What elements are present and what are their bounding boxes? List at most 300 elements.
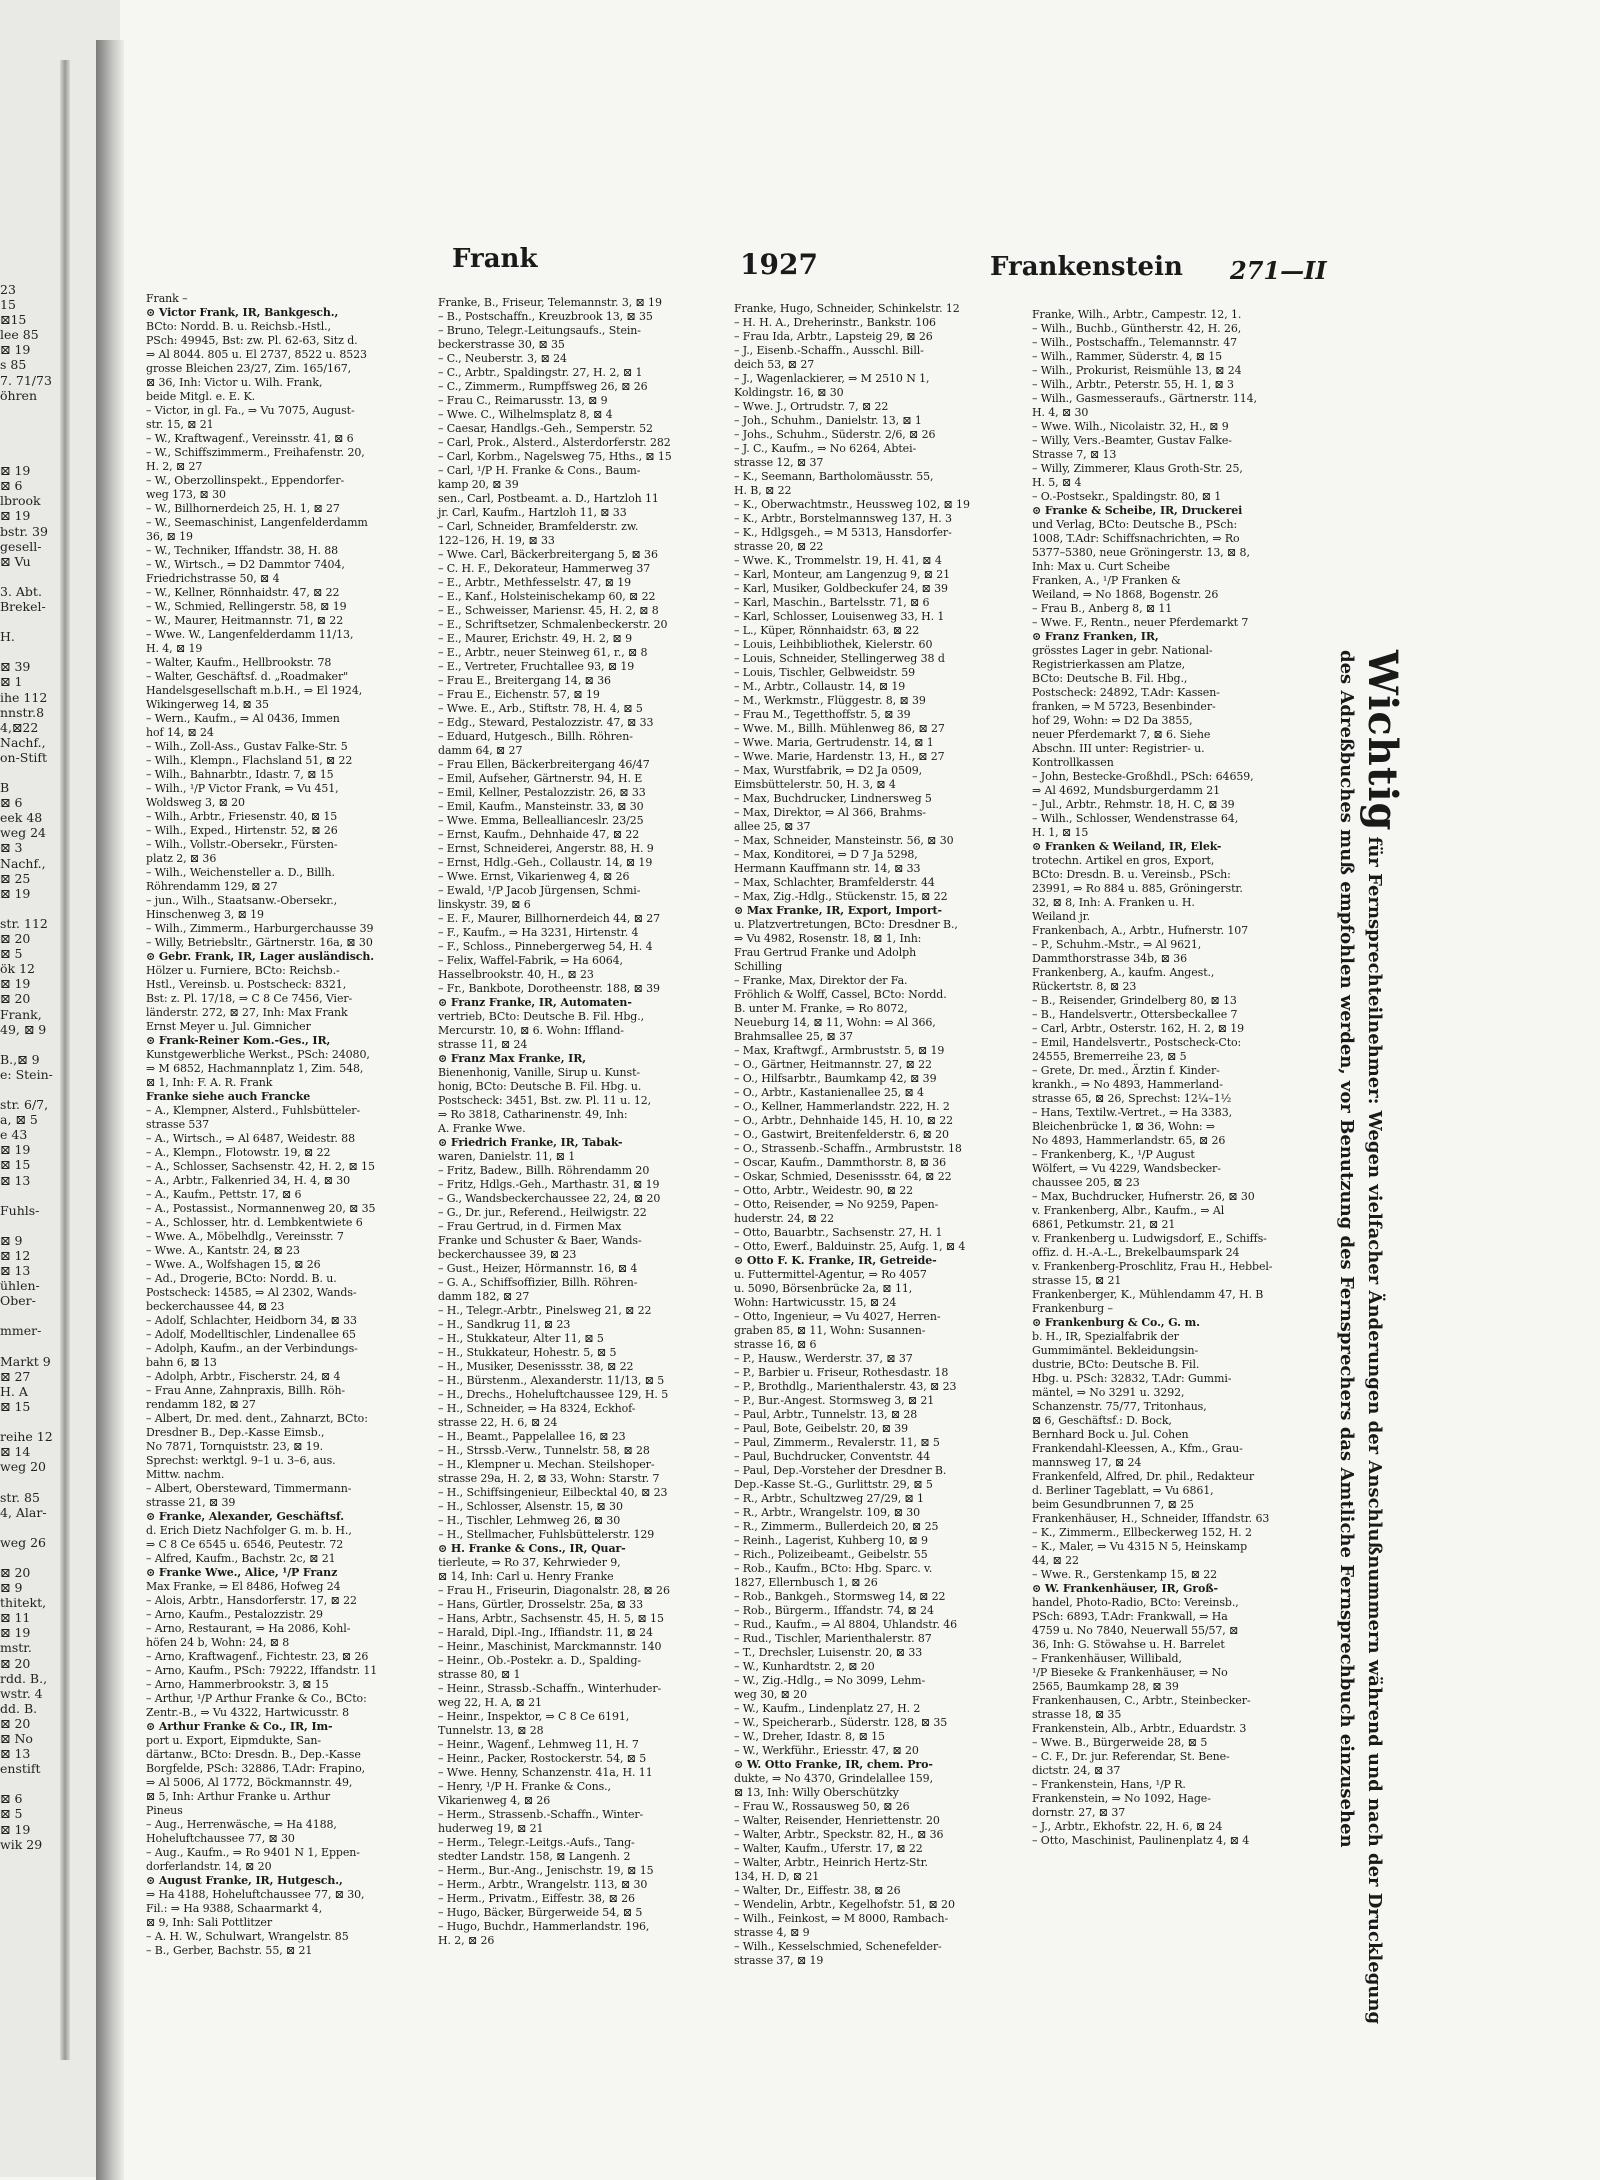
directory-entry: v. Frankenberg u. Ludwigsdorf, E., Schiffs- xyxy=(1032,1232,1267,1245)
directory-entry: – Max, Konditorei, ⇒ D 7 Ja 5298, xyxy=(734,848,918,861)
header-left-keyword: Frank xyxy=(452,244,538,274)
directory-entry: – K., Arbtr., Borstelmannsweg 137, H. 3 xyxy=(734,512,952,525)
directory-page xyxy=(126,190,1406,2025)
directory-entry: Mercurstr. 10, ⊠ 6. Wohn: Iffland- xyxy=(438,1024,624,1037)
directory-entry: – A., Klempn., Flotowstr. 19, ⊠ 22 xyxy=(146,1146,331,1159)
directory-entry: – Hugo, Bäcker, Bürgerweide 54, ⊠ 5 xyxy=(438,1906,643,1919)
directory-entry: Ernst Meyer u. Jul. Gimnicher xyxy=(146,1020,311,1033)
directory-entry: Inh: Max u. Curt Scheibe xyxy=(1032,560,1170,573)
directory-entry: – Bruno, Telegr.-Leitungsaufs., Stein- xyxy=(438,324,641,337)
prev-page-fragment xyxy=(0,403,56,418)
prev-page-fragment: lbrook xyxy=(0,493,41,509)
directory-entry: deich 53, ⊠ 27 xyxy=(734,358,815,371)
directory-entry: – Wwe. Emma, Belleallianceslr. 23/25 xyxy=(438,814,644,827)
directory-entry: – Louis, Leihbibliothek, Kielerstr. 60 xyxy=(734,638,933,651)
directory-entry: ⊙ Franke Wwe., Alice, ¹/P Franz xyxy=(146,1566,338,1579)
directory-entry: ⊙ Frankenburg & Co., G. m. xyxy=(1032,1316,1200,1329)
prev-page-fragment xyxy=(0,418,56,433)
prev-page-fragment: ⊠ 19 xyxy=(0,1821,31,1837)
directory-entry: – Hans, Gürtler, Drosselstr. 25a, ⊠ 33 xyxy=(438,1598,644,1611)
directory-entry: No 4893, Hammerlandstr. 65, ⊠ 26 xyxy=(1032,1134,1226,1147)
directory-entry: – Otto, Reisender, ⇒ No 9259, Papen- xyxy=(734,1198,939,1211)
directory-entry: – Rob., Bankgeh., Stormsweg 14, ⊠ 22 xyxy=(734,1590,946,1603)
directory-entry: – Karl, Schlosser, Louisenweg 33, H. 1 xyxy=(734,610,945,623)
directory-entry: Bernhard Bock u. Jul. Cohen xyxy=(1032,1428,1189,1441)
prev-page-fragment xyxy=(0,1414,56,1429)
directory-entry: weg 30, ⊠ 20 xyxy=(734,1688,807,1701)
directory-entry: dorferlandstr. 14, ⊠ 20 xyxy=(146,1860,272,1873)
directory-entry: Schanzenstr. 75/77, Tritonhaus, xyxy=(1032,1400,1207,1413)
directory-entry: – Otto, Maschinist, Paulinenplatz 4, ⊠ 4 xyxy=(1032,1834,1250,1847)
prev-page-fragment: ⊠ 19 xyxy=(0,885,31,901)
directory-entry: – H., Stukkateur, Hohestr. 5, ⊠ 5 xyxy=(438,1346,617,1359)
directory-entry: Franken, A., ¹/P Franken & xyxy=(1032,574,1181,587)
directory-entry: – Frau E., Eichenstr. 57, ⊠ 19 xyxy=(438,688,600,701)
prev-page-fragment xyxy=(0,1520,56,1535)
directory-entry: – K., Maler, ⇒ Vu 4315 N 5, Heinskamp xyxy=(1032,1540,1248,1553)
directory-entry: – A., Postassist., Normannenweg 20, ⊠ 35 xyxy=(146,1202,376,1215)
prev-page-fragment: ⊠ 5 xyxy=(0,946,23,962)
directory-entry: – Adolph, Kaufm., an der Verbindungs- xyxy=(146,1342,358,1355)
directory-entry: – Frau W., Rossausweg 50, ⊠ 26 xyxy=(734,1800,910,1813)
directory-entry: – Frau C., Reimarusstr. 13, ⊠ 9 xyxy=(438,394,608,407)
prev-page-fragment: str. 85 xyxy=(0,1489,40,1505)
directory-entry: ⇒ Ha 4188, Hoheluftchaussee 77, ⊠ 30, xyxy=(146,1888,365,1901)
directory-entry: Franke, B., Friseur, Telemannstr. 3, ⊠ 19 xyxy=(438,296,662,309)
directory-entry: – L., Küper, Rönnhaidstr. 63, ⊠ 22 xyxy=(734,624,920,637)
directory-entry: – Reinh., Lagerist, Kuhberg 10, ⊠ 9 xyxy=(734,1534,928,1547)
prev-page-fragment: ⊠ No xyxy=(0,1731,33,1746)
directory-entry: – O., Hilfsarbtr., Baumkamp 42, ⊠ 39 xyxy=(734,1072,937,1085)
directory-entry: – Ernst, Kaufm., Dehnhaide 47, ⊠ 22 xyxy=(438,828,640,841)
directory-entry: Weiland, ⇒ No 1868, Bogenstr. 26 xyxy=(1032,588,1219,601)
directory-entry: Borgfelde, PSch: 32886, T.Adr: Frapino, xyxy=(146,1762,365,1775)
page-fold-shadow xyxy=(60,60,70,2060)
directory-entry: platz 2, ⊠ 36 xyxy=(146,852,217,865)
directory-entry: H. 4, ⊠ 30 xyxy=(1032,406,1089,419)
prev-page-fragment: ⊠ 20 xyxy=(0,1655,31,1671)
directory-entry: strasse 537 xyxy=(146,1118,210,1131)
prev-page-fragment: wstr. 4 xyxy=(0,1685,43,1701)
prev-page-fragment: ⊠ 9 xyxy=(0,1232,23,1248)
directory-entry: – Walter, Geschäftsf. d. „Roadmaker" xyxy=(146,670,349,683)
directory-entry: – Albert, Obersteward, Timmermann- xyxy=(146,1482,352,1495)
directory-entry: allee 25, ⊠ 37 xyxy=(734,820,811,833)
directory-entry: Frankenfeld, Alfred, Dr. phil., Redakteur xyxy=(1032,1470,1255,1483)
directory-entry: – Frau E., Breitergang 14, ⊠ 36 xyxy=(438,674,611,687)
prev-page-fragment: ⊠ 19 xyxy=(0,1142,31,1158)
prev-page-fragment: Fuhls- xyxy=(0,1202,40,1218)
directory-entry: – Wwe. A., Kantstr. 24, ⊠ 23 xyxy=(146,1244,300,1257)
directory-entry: – O.-Postsekr., Spaldingstr. 80, ⊠ 1 xyxy=(1032,490,1222,503)
directory-entry: – Emil, Kaufm., Mansteinstr. 33, ⊠ 30 xyxy=(438,800,644,813)
directory-entry: – Wilh., Vollstr.-Obersekr., Fürsten- xyxy=(146,838,338,851)
directory-entry: Sprechst: werktgl. 9–1 u. 3–6, aus. xyxy=(146,1454,336,1467)
prev-page-fragment: str. 112 xyxy=(0,915,48,931)
directory-entry: – Ewald, ¹/P Jacob Jürgensen, Schmi- xyxy=(438,884,641,897)
directory-entry: – Max, Zig.-Hdlg., Stückenstr. 15, ⊠ 22 xyxy=(734,890,948,903)
directory-entry: – K., Oberwachtmstr., Heussweg 102, ⊠ 19 xyxy=(734,498,970,511)
prev-page-fragment: Frank, xyxy=(0,1006,42,1022)
prev-page-fragment: Markt 9 xyxy=(0,1353,51,1369)
directory-entry: – Rob., Bürgerm., Iffandstr. 74, ⊠ 24 xyxy=(734,1604,934,1617)
directory-entry: ⊙ Otto F. K. Franke, IR, Getreide- xyxy=(734,1254,937,1267)
directory-entry: ⊙ Franke, Alexander, Geschäftsf. xyxy=(146,1510,344,1523)
directory-entry: – W., Kraftwagenf., Vereinsstr. 41, ⊠ 6 xyxy=(146,432,354,445)
directory-entry: u. Futtermittel-Agentur, ⇒ Ro 4057 xyxy=(734,1268,927,1281)
directory-entry: – Johs., Schuhm., Süderstr. 2/6, ⊠ 26 xyxy=(734,428,936,441)
directory-entry: grösstes Lager in gebr. National- xyxy=(1032,644,1213,657)
directory-entry: – Otto, Ingenieur, ⇒ Vu 4027, Herren- xyxy=(734,1310,941,1323)
directory-entry: – Wwe. A., Wolfshagen 15, ⊠ 26 xyxy=(146,1258,321,1271)
directory-entry: Gummimäntel. Bekleidungsin- xyxy=(1032,1344,1199,1357)
directory-entry: – J., Eisenb.-Schaffn., Ausschl. Bill- xyxy=(734,344,924,357)
directory-entry: – Fr., Bankbote, Dorotheenstr. 188, ⊠ 39 xyxy=(438,982,660,995)
directory-entry: – Victor, in gl. Fa., ⇒ Vu 7075, August- xyxy=(146,404,355,417)
directory-entry: – B., Gerber, Bachstr. 55, ⊠ 21 xyxy=(146,1944,313,1957)
directory-entry: – H., Beamt., Pappelallee 16, ⊠ 23 xyxy=(438,1430,626,1443)
directory-entry: – Carl, ¹/P H. Franke & Cons., Baum- xyxy=(438,464,641,477)
prev-page-fragment: e: Stein- xyxy=(0,1066,53,1082)
prev-page-fragment: ⊠ 6 xyxy=(0,1791,23,1807)
directory-entry: – Wwe. E., Arb., Stiftstr. 78, H. 4, ⊠ 5 xyxy=(438,702,643,715)
directory-entry: strasse 80, ⊠ 1 xyxy=(438,1668,521,1681)
directory-entry: – Paul, Dep.-Vorsteher der Dresdner B. xyxy=(734,1464,947,1477)
directory-entry: – Adolf, Modelltischler, Lindenallee 65 xyxy=(146,1328,356,1341)
directory-entry: – Emil, Handelsvertr., Postscheck-Cto: xyxy=(1032,1036,1242,1049)
directory-entry: – Heinr., Wagenf., Lehmweg 11, H. 7 xyxy=(438,1738,639,1751)
directory-entry: – Frankenberg, K., ¹/P August xyxy=(1032,1148,1195,1161)
directory-entry: Registrierkassen am Platze, xyxy=(1032,658,1186,671)
directory-entry: dornstr. 27, ⊠ 37 xyxy=(1032,1806,1126,1819)
directory-entry: – Rud., Tischler, Marienthalerstr. 87 xyxy=(734,1632,932,1645)
directory-entry: – Otto, Arbtr., Weidestr. 90, ⊠ 22 xyxy=(734,1184,914,1197)
directory-entry: – C. F., Dr. jur. Referendar, St. Bene- xyxy=(1032,1750,1230,1763)
directory-entry: A. Franke Wwe. xyxy=(438,1122,526,1135)
directory-entry: därtanw., BCto: Dresdn. B., Dep.-Kasse xyxy=(146,1748,361,1761)
directory-entry: – Wilh., Prokurist, Reismühle 13, ⊠ 24 xyxy=(1032,364,1242,377)
directory-entry: – jun., Wilh., Staatsanw.-Obersekr., xyxy=(146,894,337,907)
directory-entry: strasse 29a, H. 2, ⊠ 33, Wohn: Starstr. 7 xyxy=(438,1472,660,1485)
directory-entry: strasse 22, H. 6, ⊠ 24 xyxy=(438,1416,558,1429)
prev-page-fragment: ⊠ 12 xyxy=(0,1248,31,1263)
directory-entry: weg 22, H. A, ⊠ 21 xyxy=(438,1696,542,1709)
directory-entry: länderstr. 272, ⊠ 27, Inh: Max Frank xyxy=(146,1006,348,1019)
directory-entry: – Frau Ida, Arbtr., Lapsteig 29, ⊠ 26 xyxy=(734,330,933,343)
directory-entry: Handelsgesellschaft m.b.H., ⇒ El 1924, xyxy=(146,684,363,697)
directory-entry: – Arno, Kraftwagenf., Fichtestr. 23, ⊠ 26 xyxy=(146,1650,369,1663)
directory-entry: – C., Zimmerm., Rumpffsweg 26, ⊠ 26 xyxy=(438,380,648,393)
directory-entry: – W., Maurer, Heitmannstr. 71, ⊠ 22 xyxy=(146,614,344,627)
directory-entry: – Walter, Arbtr., Heinrich Hertz-Str. xyxy=(734,1856,928,1869)
directory-entry: – W., Schmied, Rellingerstr. 58, ⊠ 19 xyxy=(146,600,347,613)
prev-page-fragment xyxy=(0,644,56,659)
directory-entry: – P., Schuhm.-Mstr., ⇒ Al 9621, xyxy=(1032,938,1202,951)
directory-entry: Brahmsallee 25, ⊠ 37 xyxy=(734,1030,853,1043)
prev-page-fragment: 49, ⊠ 9 xyxy=(0,1021,47,1037)
directory-entry: handel, Photo-Radio, BCto: Vereinsb., xyxy=(1032,1596,1239,1609)
directory-entry: ⊠ 5, Inh: Arthur Franke u. Arthur xyxy=(146,1790,331,1803)
directory-entry: – Franke, Max, Direktor der Fa. xyxy=(734,974,908,987)
prev-page-fragment xyxy=(0,1082,56,1097)
directory-entry: d. Berliner Tageblatt, ⇒ Vu 6861, xyxy=(1032,1484,1214,1497)
prev-page-fragment: str. 6/7, xyxy=(0,1097,49,1113)
prev-page-fragment: 15 xyxy=(0,297,16,313)
directory-entry: beide Mitgl. e. E. K. xyxy=(146,390,256,403)
directory-entry: ⊙ W. Otto Franke, IR, chem. Pro- xyxy=(734,1758,933,1771)
directory-entry: – E., Vertreter, Fruchtallee 93, ⊠ 19 xyxy=(438,660,635,673)
directory-entry: 5377–5380, neue Gröningerstr. 13, ⊠ 8, xyxy=(1032,546,1250,559)
directory-entry: – H., Stellmacher, Fuhlsbüttelerstr. 129 xyxy=(438,1528,655,1541)
directory-entry: – Hans, Arbtr., Sachsenstr. 45, H. 5, ⊠ 15 xyxy=(438,1612,664,1625)
directory-entry: ⊠ 13, Inh: Willy Oberschützky xyxy=(734,1786,899,1799)
directory-entry: – P., Brothdlg., Marienthalerstr. 43, ⊠ 23 xyxy=(734,1380,957,1393)
header-right-keyword: Frankenstein xyxy=(990,252,1183,282)
directory-entry: Franke und Schuster & Baer, Wands- xyxy=(438,1234,642,1247)
directory-entry: – H., Musiker, Desenissstr. 38, ⊠ 22 xyxy=(438,1360,634,1373)
directory-entry: Postscheck: 3451, Bst. zw. Pl. 11 u. 12, xyxy=(438,1094,652,1107)
directory-entry: Wohn: Hartwicusstr. 15, ⊠ 24 xyxy=(734,1296,897,1309)
directory-entry: No 7871, Tornquiststr. 23, ⊠ 19. xyxy=(146,1440,323,1453)
directory-entry: – Wwe. B., Bürgerweide 28, ⊠ 5 xyxy=(1032,1736,1208,1749)
directory-entry: Frankenberger, K., Mühlendamm 47, H. B xyxy=(1032,1288,1264,1301)
directory-entry: ⊠ 1, Inh: F. A. R. Frank xyxy=(146,1076,273,1089)
directory-entry: – Karl, Musiker, Goldbeckufer 24, ⊠ 39 xyxy=(734,582,948,595)
directory-entry: – K., Seemann, Bartholomäusstr. 55, xyxy=(734,470,934,483)
directory-entry: – Alfred, Kaufm., Bachstr. 2c, ⊠ 21 xyxy=(146,1552,336,1565)
directory-entry: Friedrichstrasse 50, ⊠ 4 xyxy=(146,572,280,585)
directory-entry: – E., Arbtr., Methfesselstr. 47, ⊠ 19 xyxy=(438,576,632,589)
directory-entry: – Wilh., Weichensteller a. D., Billh. xyxy=(146,866,335,879)
directory-entry: – P., Barbier u. Friseur, Rothesdastr. 18 xyxy=(734,1366,949,1379)
directory-entry: Bleichenbrücke 1, ⊠ 36, Wohn: ⇒ xyxy=(1032,1120,1216,1133)
prev-page-fragment xyxy=(0,1550,56,1565)
directory-entry: Franke siehe auch Francke xyxy=(146,1090,311,1103)
directory-entry: – Ernst, Hdlg.-Geh., Collaustr. 14, ⊠ 19 xyxy=(438,856,653,869)
directory-entry: – K., Zimmerm., Ellbeckerweg 152, H. 2 xyxy=(1032,1526,1252,1539)
directory-entry: H. 1, ⊠ 15 xyxy=(1032,826,1089,839)
directory-entry: ⇒ M 6852, Hachmannplatz 1, Zim. 548, xyxy=(146,1062,364,1075)
directory-entry: Wölfert, ⇒ Vu 4229, Wandsbecker- xyxy=(1032,1162,1221,1175)
directory-entry: Frankenhausen, C., Arbtr., Steinbecker- xyxy=(1032,1694,1251,1707)
directory-entry: – R., Arbtr., Schultzweg 27/29, ⊠ 1 xyxy=(734,1492,924,1505)
directory-entry: – O., Strassenb.-Schaffn., Armbruststr. 18 xyxy=(734,1142,962,1155)
directory-entry: Hermann Kauffmann str. 14, ⊠ 33 xyxy=(734,862,921,875)
directory-entry: v. Frankenberg, Albr., Kaufm., ⇒ Al xyxy=(1032,1204,1225,1217)
directory-entry: ⊠ 9, Inh: Sali Pottlitzer xyxy=(146,1916,272,1929)
directory-entry: – Walter, Arbtr., Speckstr. 82, H., ⊠ 36 xyxy=(734,1828,944,1841)
directory-entry: – F., Schloss., Pinnebergerweg 54, H. 4 xyxy=(438,940,653,953)
directory-entry: – A., Schlosser, Sachsenstr. 42, H. 2, ⊠ 15 xyxy=(146,1160,375,1173)
directory-entry: – Wwe. F., Rentn., neuer Pferdemarkt 7 xyxy=(1032,616,1249,629)
prev-page-fragment xyxy=(0,569,56,584)
directory-entry: – Max, Direktor, ⇒ Al 366, Brahms- xyxy=(734,806,926,819)
directory-entry: H. 5, ⊠ 4 xyxy=(1032,476,1082,489)
directory-entry: ⊙ Arthur Franke & Co., IR, Im- xyxy=(146,1720,333,1733)
directory-entry: – T., Drechsler, Luisenstr. 20, ⊠ 33 xyxy=(734,1646,923,1659)
directory-entry: – G. A., Schiffsoffizier, Billh. Röhren- xyxy=(438,1276,638,1289)
prev-page-fragment: gesell- xyxy=(0,538,42,554)
directory-entry: Postscheck: 14585, ⇒ Al 2302, Wands- xyxy=(146,1286,357,1299)
directory-entry: Franke, Wilh., Arbtr., Campestr. 12, 1. xyxy=(1032,308,1242,321)
directory-entry: – Rob., Kaufm., BCto: Hbg. Sparc. v. xyxy=(734,1562,933,1575)
directory-entry: – Karl, Maschin., Bartelsstr. 71, ⊠ 6 xyxy=(734,596,930,609)
prev-page-fragment xyxy=(0,765,56,780)
directory-entry: ⊠ 14, Inh: Carl u. Henry Franke xyxy=(438,1570,614,1583)
directory-entry: ⇒ C 8 Ce 6545 u. 6546, Peutestr. 72 xyxy=(146,1538,344,1551)
directory-entry: – Adolf, Schlachter, Heidborn 34, ⊠ 33 xyxy=(146,1314,357,1327)
directory-entry: damm 182, ⊠ 27 xyxy=(438,1290,530,1303)
prev-page-fragment: 7. 71/73 xyxy=(0,372,52,388)
directory-entry: Frau Gertrud Franke und Adolph xyxy=(734,946,917,959)
directory-entry: – W., Wirtsch., ⇒ D2 Dammtor 7404, xyxy=(146,558,345,571)
directory-entry: kamp 20, ⊠ 39 xyxy=(438,478,519,491)
prev-page-fragment: ⊠ 13 xyxy=(0,1263,31,1279)
directory-entry: – W., Billhornerdeich 25, H. 1, ⊠ 27 xyxy=(146,502,340,515)
prev-page-fragment: ⊠ 19 xyxy=(0,1625,31,1641)
directory-entry: ⇒ Al 4692, Mundsburgerdamm 21 xyxy=(1032,784,1221,797)
directory-entry: Max Franke, ⇒ El 8486, Hofweg 24 xyxy=(146,1580,341,1593)
directory-entry: Bst: z. Pl. 17/18, ⇒ C 8 Ce 7456, Vier- xyxy=(146,992,353,1005)
directory-entry: ⇒ Al 5006, Al 1772, Böckmannstr. 49, xyxy=(146,1776,353,1789)
directory-column-3 xyxy=(734,302,1024,1968)
directory-entry: – Alois, Arbtr., Hansdorferstr. 17, ⊠ 22 xyxy=(146,1594,357,1607)
prev-page-fragment: nnstr.8 xyxy=(0,704,45,720)
prev-page-fragment: ühlen- xyxy=(0,1278,40,1294)
directory-entry: sen., Carl, Postbeamt. a. D., Hartzloh 11 xyxy=(438,492,659,505)
prev-page-fragment xyxy=(0,614,56,629)
directory-entry: H. B, ⊠ 22 xyxy=(734,484,792,497)
prev-page-fragment: weg 20 xyxy=(0,1459,46,1475)
prev-page-fragment: ⊠ 19 xyxy=(0,342,31,358)
directory-entry: – P., Hausw., Werderstr. 37, ⊠ 37 xyxy=(734,1352,913,1365)
directory-entry: mäntel, ⇒ No 3291 u. 3292, xyxy=(1032,1386,1185,1399)
directory-entry: ¹/P Bieseke & Frankenhäuser, ⇒ No xyxy=(1032,1666,1228,1679)
directory-entry: 1008, T.Adr: Schiffsnachrichten, ⇒ Ro xyxy=(1032,532,1240,545)
directory-entry: – Heinr., Maschinist, Marckmannstr. 140 xyxy=(438,1640,662,1653)
directory-entry: v. Frankenberg-Proschlitz, Frau H., Hebbel- xyxy=(1032,1260,1273,1273)
directory-entry: strasse 37, ⊠ 19 xyxy=(734,1954,824,1967)
directory-entry: – H., Schneider, ⇒ Ha 8324, Eckhof- xyxy=(438,1402,636,1415)
directory-entry: Hbg. u. PSch: 32832, T.Adr: Gummi- xyxy=(1032,1372,1232,1385)
directory-entry: rendamm 182, ⊠ 27 xyxy=(146,1398,256,1411)
directory-entry: – O., Gastwirt, Breitenfelderstr. 6, ⊠ 20 xyxy=(734,1128,949,1141)
directory-entry: – Frau H., Friseurin, Diagonalstr. 28, ⊠ 26 xyxy=(438,1584,670,1597)
directory-entry: – R., Arbtr., Wrangelstr. 109, ⊠ 30 xyxy=(734,1506,921,1519)
prev-page-fragment: Brekel- xyxy=(0,598,46,614)
directory-entry: – W., Werkführ., Eriesstr. 47, ⊠ 20 xyxy=(734,1744,919,1757)
directory-entry: Hinschenweg 3, ⊠ 19 xyxy=(146,908,264,921)
directory-entry: – W., Schiffszimmerm., Freihafenstr. 20, xyxy=(146,446,365,459)
directory-entry: – P., Bur.-Angest. Stormsweg 3, ⊠ 21 xyxy=(734,1394,935,1407)
directory-entry: – Aug., Kaufm., ⇒ Ro 9401 N 1, Eppen- xyxy=(146,1846,360,1859)
directory-entry: Fil.: ⇒ Ha 9388, Schaarmarkt 4, xyxy=(146,1902,323,1915)
directory-entry: mannsweg 17, ⊠ 24 xyxy=(1032,1456,1142,1469)
directory-entry: – M., Arbtr., Collaustr. 14, ⊠ 19 xyxy=(734,680,906,693)
directory-entry: – R., Zimmerm., Bullerdeich 20, ⊠ 25 xyxy=(734,1520,939,1533)
prev-page-fragment: ⊠ 20 xyxy=(0,931,31,947)
directory-entry: – Frau M., Tegetthoffstr. 5, ⊠ 39 xyxy=(734,708,911,721)
directory-entry: – C., Neuberstr. 3, ⊠ 24 xyxy=(438,352,567,365)
directory-entry: 36, Inh: G. Stöwahse u. H. Barrelet xyxy=(1032,1638,1225,1651)
directory-entry: – Heinr., Strassb.-Schaffn., Winterhuder- xyxy=(438,1682,662,1695)
directory-entry: – Max, Kraftwgf., Armbruststr. 5, ⊠ 19 xyxy=(734,1044,945,1057)
prev-page-fragment xyxy=(0,1218,56,1233)
prev-page-fragment: mstr. xyxy=(0,1640,32,1656)
prev-page-fragment: ⊠ 1 xyxy=(0,674,23,690)
directory-entry: – H., Stukkateur, Alter 11, ⊠ 5 xyxy=(438,1332,604,1345)
directory-entry: – G., Dr. jur., Referend., Heilwigstr. 22 xyxy=(438,1206,647,1219)
directory-entry: – B., Handelsvertr., Ottersbeckallee 7 xyxy=(1032,1008,1238,1021)
directory-entry: damm 64, ⊠ 27 xyxy=(438,744,523,757)
directory-entry: Weiland jr. xyxy=(1032,910,1090,923)
directory-entry: ⇒ Ro 3818, Catharinenstr. 49, Inh: xyxy=(438,1108,628,1121)
prev-page-fragment: bstr. 39 xyxy=(0,523,48,539)
directory-entry: Hasselbrookstr. 40, H., ⊠ 23 xyxy=(438,968,594,981)
directory-entry: 32, ⊠ 8, Inh: A. Franken u. H. xyxy=(1032,896,1195,909)
directory-entry: – Wwe. R., Gerstenkamp 15, ⊠ 22 xyxy=(1032,1568,1218,1581)
directory-entry: Frankenstein, Alb., Arbtr., Eduardstr. 3 xyxy=(1032,1722,1247,1735)
directory-entry: – Gust., Heizer, Hörmannstr. 16, ⊠ 4 xyxy=(438,1262,638,1275)
directory-entry: Postscheck: 24892, T.Adr: Kassen- xyxy=(1032,686,1220,699)
directory-entry: – Arthur, ¹/P Arthur Franke & Co., BCto: xyxy=(146,1692,367,1705)
prev-page-fragment: H. A xyxy=(0,1383,28,1399)
directory-entry: Bienenhonig, Vanille, Sirup u. Kunst- xyxy=(438,1066,641,1079)
directory-entry: graben 85, ⊠ 11, Wohn: Susannen- xyxy=(734,1324,926,1337)
directory-entry: dictstr. 24, ⊠ 37 xyxy=(1032,1764,1121,1777)
directory-entry: – F., Kaufm., ⇒ Ha 3231, Hirtenstr. 4 xyxy=(438,926,639,939)
directory-entry: dukte, ⇒ No 4370, Grindelallee 159, xyxy=(734,1772,933,1785)
directory-entry: – Walter, Kaufm., Hellbrookstr. 78 xyxy=(146,656,332,669)
prev-page-fragment: ⊠ 19 xyxy=(0,463,31,479)
directory-entry: Neueburg 14, ⊠ 11, Wohn: ⇒ Al 366, xyxy=(734,1016,936,1029)
prev-page-fragment: 3. Abt. xyxy=(0,583,42,599)
prev-page-fragment: thitekt, xyxy=(0,1595,47,1611)
directory-entry: – Wwe. J., Ortrudstr. 7, ⊠ 22 xyxy=(734,400,889,413)
prev-page-fragment: ⊠ 9 xyxy=(0,1580,23,1596)
directory-entry: Schilling xyxy=(734,960,783,973)
directory-entry: – Wilh., Zoll-Ass., Gustav Falke-Str. 5 xyxy=(146,740,348,753)
prev-page-fragment: B.,⊠ 9 xyxy=(0,1051,40,1067)
directory-entry: strasse 18, ⊠ 35 xyxy=(1032,1708,1122,1721)
prev-page-fragment: ⊠ 20 xyxy=(0,1715,31,1731)
prev-page-fragment xyxy=(0,433,56,448)
directory-entry: ⊙ Franken & Weiland, IR, Elek- xyxy=(1032,840,1222,853)
directory-entry: ⊙ W. Frankenhäuser, IR, Groß- xyxy=(1032,1582,1218,1595)
directory-entry: – W., Kellner, Rönnhaidstr. 47, ⊠ 22 xyxy=(146,586,340,599)
directory-entry: Mittw. nachm. xyxy=(146,1468,225,1481)
directory-entry: – Arno, Kaufm., Pestalozzistr. 29 xyxy=(146,1608,323,1621)
directory-entry: – Walter, Reisender, Henriettenstr. 20 xyxy=(734,1814,940,1827)
prev-page-fragment: B xyxy=(0,780,10,796)
directory-entry: – H., Sandkrug 11, ⊠ 23 xyxy=(438,1318,571,1331)
prev-page-fragment: H. xyxy=(0,629,15,645)
directory-entry: – Wwe. C., Wilhelmsplatz 8, ⊠ 4 xyxy=(438,408,613,421)
prev-page-fragment xyxy=(0,901,56,916)
directory-entry: 1827, Ellernbusch 1, ⊠ 26 xyxy=(734,1576,878,1589)
directory-entry: neuer Pferdemarkt 7, ⊠ 6. Siehe xyxy=(1032,728,1211,741)
directory-entry: – Albert, Dr. med. dent., Zahnarzt, BCto: xyxy=(146,1412,368,1425)
directory-entry: – O., Arbtr., Kastanienallee 25, ⊠ 4 xyxy=(734,1086,924,1099)
directory-entry: – Willy, Zimmerer, Klaus Groth-Str. 25, xyxy=(1032,462,1243,475)
directory-entry: – Max, Buchdrucker, Hufnerstr. 26, ⊠ 30 xyxy=(1032,1190,1255,1203)
prev-page-fragment: ⊠ 3 xyxy=(0,840,23,856)
directory-entry: – Felix, Waffel-Fabrik, ⇒ Ha 6064, xyxy=(438,954,623,967)
directory-entry: Wikingerweg 14, ⊠ 35 xyxy=(146,698,269,711)
directory-entry: H. 2, ⊠ 27 xyxy=(146,460,203,473)
directory-entry: – Wwe. Ernst, Vikarienweg 4, ⊠ 26 xyxy=(438,870,630,883)
directory-entry: – A., Klempner, Alsterd., Fuhlsbütteler- xyxy=(146,1104,361,1117)
